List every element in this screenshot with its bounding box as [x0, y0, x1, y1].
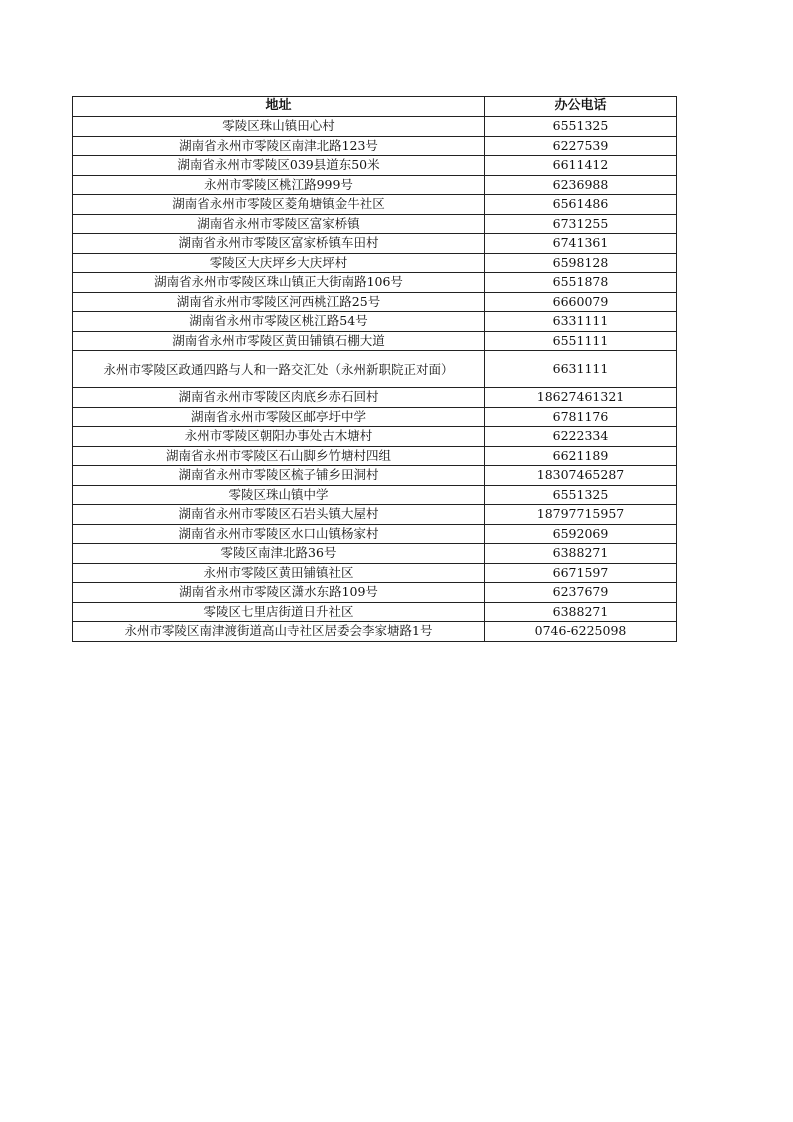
table-row	[73, 312, 677, 332]
phone-cell: 6598128	[485, 253, 677, 273]
address-cell: 永州市零陵区南津渡街道高山寺社区居委会李家塘路1号	[73, 622, 485, 642]
address-cell: 湖南省永州市零陵区039县道东50米	[73, 156, 485, 176]
table-row	[73, 602, 677, 622]
phone-cell: 6731255	[485, 214, 677, 234]
table-row	[73, 583, 677, 603]
phone-cell: 18797715957	[485, 505, 677, 525]
address-cell: 湖南省永州市零陵区肉底乡赤石回村	[73, 388, 485, 408]
phone-cell: 6551878	[485, 273, 677, 293]
table-row	[73, 234, 677, 254]
phone-cell: 6561486	[485, 195, 677, 215]
phone-cell: 6671597	[485, 563, 677, 583]
table-row	[73, 195, 677, 215]
phone-cell: 6227539	[485, 136, 677, 156]
phone-cell: 6621189	[485, 446, 677, 466]
address-cell: 湖南省永州市零陵区黄田铺镇石棚大道	[73, 331, 485, 351]
phone-cell: 6388271	[485, 602, 677, 622]
address-cell: 湖南省永州市零陵区菱角塘镇金牛社区	[73, 195, 485, 215]
phone-cell: 6236988	[485, 175, 677, 195]
table-body	[73, 117, 677, 642]
table-row	[73, 253, 677, 273]
table-row	[73, 524, 677, 544]
table-row	[73, 407, 677, 427]
table-row	[73, 446, 677, 466]
table-row	[73, 292, 677, 312]
table-row	[73, 563, 677, 583]
phone-cell: 6331111	[485, 312, 677, 332]
phone-cell: 6631111	[485, 351, 677, 388]
address-phone-table	[72, 96, 677, 642]
table-row	[73, 331, 677, 351]
address-cell: 零陵区大庆坪乡大庆坪村	[73, 253, 485, 273]
address-cell: 湖南省永州市零陵区南津北路123号	[73, 136, 485, 156]
phone-cell: 6660079	[485, 292, 677, 312]
table-row	[73, 466, 677, 486]
table-row	[73, 214, 677, 234]
phone-cell: 18307465287	[485, 466, 677, 486]
table-row	[73, 388, 677, 408]
table-row	[73, 351, 677, 388]
table-row	[73, 156, 677, 176]
phone-cell: 6551111	[485, 331, 677, 351]
table-row	[73, 427, 677, 447]
address-cell: 湖南省永州市零陵区珠山镇正大街南路106号	[73, 273, 485, 293]
address-cell: 湖南省永州市零陵区邮亭圩中学	[73, 407, 485, 427]
phone-cell: 0746-6225098	[485, 622, 677, 642]
address-cell: 零陵区珠山镇田心村	[73, 117, 485, 137]
table-row	[73, 136, 677, 156]
phone-cell: 6611412	[485, 156, 677, 176]
phone-cell: 6551325	[485, 117, 677, 137]
address-cell: 湖南省永州市零陵区石岩头镇大屋村	[73, 505, 485, 525]
address-column-header: 地址	[73, 97, 485, 117]
address-cell: 永州市零陵区桃江路999号	[73, 175, 485, 195]
phone-column-header: 办公电话	[485, 97, 677, 117]
phone-cell: 6741361	[485, 234, 677, 254]
address-cell: 零陵区南津北路36号	[73, 544, 485, 564]
phone-cell: 18627461321	[485, 388, 677, 408]
address-cell: 湖南省永州市零陵区梳子铺乡田洞村	[73, 466, 485, 486]
address-cell: 永州市零陵区黄田铺镇社区	[73, 563, 485, 583]
phone-cell: 6781176	[485, 407, 677, 427]
phone-cell: 6592069	[485, 524, 677, 544]
address-cell: 湖南省永州市零陵区水口山镇杨家村	[73, 524, 485, 544]
phone-cell: 6388271	[485, 544, 677, 564]
table-row	[73, 273, 677, 293]
table-row	[73, 485, 677, 505]
table-row	[73, 544, 677, 564]
table-row	[73, 622, 677, 642]
address-cell: 湖南省永州市零陵区富家桥镇车田村	[73, 234, 485, 254]
address-cell: 湖南省永州市零陵区桃江路54号	[73, 312, 485, 332]
address-cell: 零陵区七里店街道日升社区	[73, 602, 485, 622]
address-cell: 湖南省永州市零陵区潇水东路109号	[73, 583, 485, 603]
address-cell: 湖南省永州市零陵区石山脚乡竹塘村四组	[73, 446, 485, 466]
address-cell: 永州市零陵区朝阳办事处古木塘村	[73, 427, 485, 447]
spreadsheet-page	[72, 96, 676, 642]
table-row	[73, 117, 677, 137]
address-cell: 湖南省永州市零陵区河西桃江路25号	[73, 292, 485, 312]
phone-cell: 6237679	[485, 583, 677, 603]
header-row	[73, 97, 677, 117]
address-cell: 湖南省永州市零陵区富家桥镇	[73, 214, 485, 234]
table-row	[73, 175, 677, 195]
phone-cell: 6551325	[485, 485, 677, 505]
address-cell: 永州市零陵区政通四路与人和一路交汇处（永州新职院正对面）	[73, 351, 485, 388]
phone-cell: 6222334	[485, 427, 677, 447]
address-cell: 零陵区珠山镇中学	[73, 485, 485, 505]
table-row	[73, 505, 677, 525]
